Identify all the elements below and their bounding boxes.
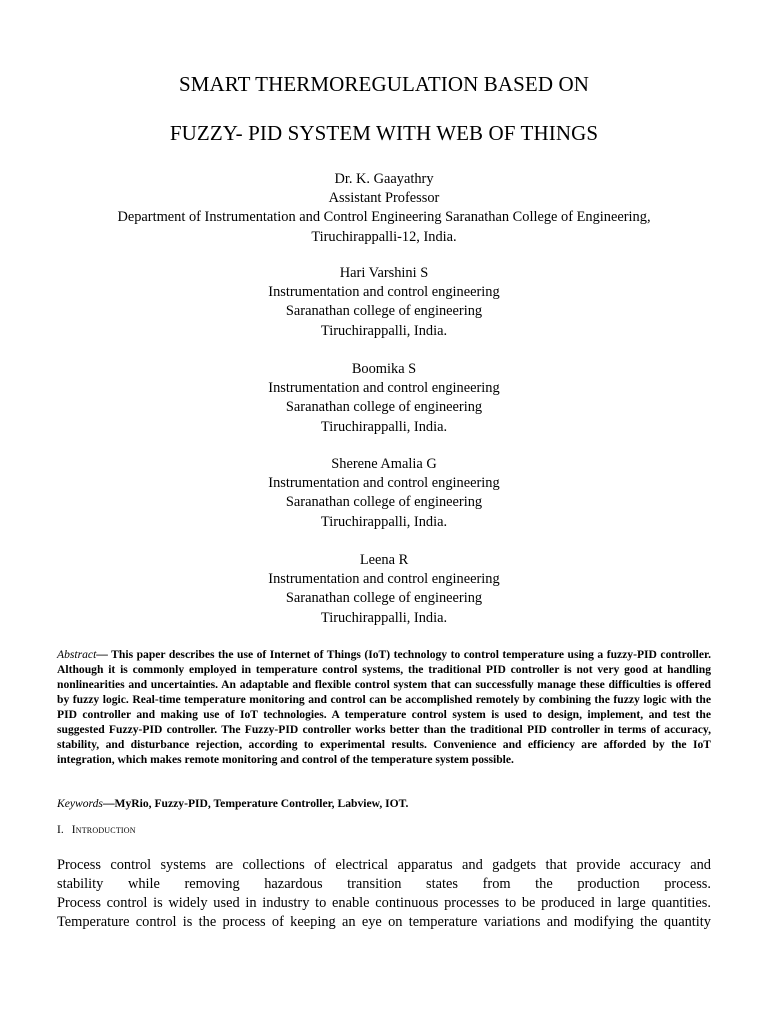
author-affiliation-line: Instrumentation and control engineering — [268, 571, 500, 588]
section-title: Introduction — [71, 824, 136, 836]
author-block-2 — [40, 264, 728, 341]
author-affiliation-line: Saranathan college of engineering — [285, 494, 483, 511]
intro-line: Process control is widely used in industry to enable continuous processes to be produced in large quantities. — [57, 895, 711, 911]
abstract-paragraph — [57, 647, 711, 767]
author-affiliation-line: Saranathan college of engineering — [285, 399, 483, 416]
author-name: Sherene Amalia G — [331, 456, 437, 472]
author-block-1 — [40, 170, 728, 247]
author-block-3 — [40, 360, 728, 437]
keywords-label: Keywords — [57, 797, 103, 810]
abstract-dash: — — [96, 648, 112, 661]
author-affiliation-line: Saranathan college of engineering — [285, 590, 483, 607]
author-affiliation-line: Tiruchirappalli, India. — [320, 513, 448, 530]
intro-line: Process control systems are collections of electrical apparatus and gadgets that provide accuracy and — [57, 857, 711, 873]
section-heading — [57, 823, 136, 838]
author-affiliation-line: Saranathan college of engineering — [285, 303, 483, 320]
author-affiliation-line: Tiruchirappalli, India. — [320, 609, 448, 626]
author-affiliation-line: Instrumentation and control engineering — [268, 475, 500, 492]
section-number: I. — [57, 824, 64, 836]
paper-title-line-2: FUZZY- PID SYSTEM WITH WEB OF THINGS — [169, 121, 599, 145]
author-affiliation-line: Instrumentation and control engineering — [268, 380, 500, 397]
author-affiliation-line: Assistant Professor — [328, 190, 440, 207]
intro-line: stability while removing hazardous transition states from the production process. — [57, 876, 711, 892]
author-affiliation-line: Tiruchirappalli-12, India. — [311, 228, 457, 245]
author-affiliation-line: Tiruchirappalli, India. — [320, 322, 448, 339]
author-block-5 — [40, 551, 728, 628]
paper-title-line-1: SMART THERMOREGULATION BASED ON — [178, 72, 589, 96]
author-block-4 — [40, 455, 728, 532]
keywords-line — [57, 796, 711, 811]
intro-line: Temperature control is the process of keeping an eye on temperature variations and modifying the quantity — [57, 914, 711, 930]
author-affiliation-line: Department of Instrumentation and Control Engineering Saranathan College of Engineering, — [117, 209, 651, 226]
abstract-text: This paper describes the use of Internet of Things (IoT) technology to control temperature using a fuzzy-PID controller. Although it is commonly employed in temperature control systems, the traditional PID controller is not very good at handling nonlinearities and uncertainties. An adaptable and flexible control system that can successfully manage these difficulties is offered by fuzzy logic. Real-time temperature monitoring and control can be accomplished remotely by combining the fuzzy logic with the PID controller and making use of IoT technologies. A temperature control system is used to design, implement, and test the suggested Fuzzy-PID controller. The Fuzzy-PID controller works better than the traditional PID controller in terms of accuracy, stability, and disturbance rejection, according to experimental results. Convenience and efficiency are afforded by the IoT integration, which makes remote monitoring and control of the temperature system possible. — [57, 648, 711, 766]
author-name: Boomika S — [351, 361, 417, 377]
author-affiliation-line: Tiruchirappalli, India. — [320, 418, 448, 435]
introduction-paragraph — [57, 856, 711, 932]
author-name: Hari Varshini S — [339, 265, 429, 281]
keywords-text: —MyRio, Fuzzy-PID, Temperature Controller, Labview, IOT. — [102, 797, 409, 810]
author-name: Dr. K. Gaayathry — [334, 171, 434, 187]
abstract-label: Abstract — [57, 648, 97, 661]
author-affiliation-line: Instrumentation and control engineering — [268, 284, 500, 301]
author-name: Leena R — [359, 552, 409, 568]
